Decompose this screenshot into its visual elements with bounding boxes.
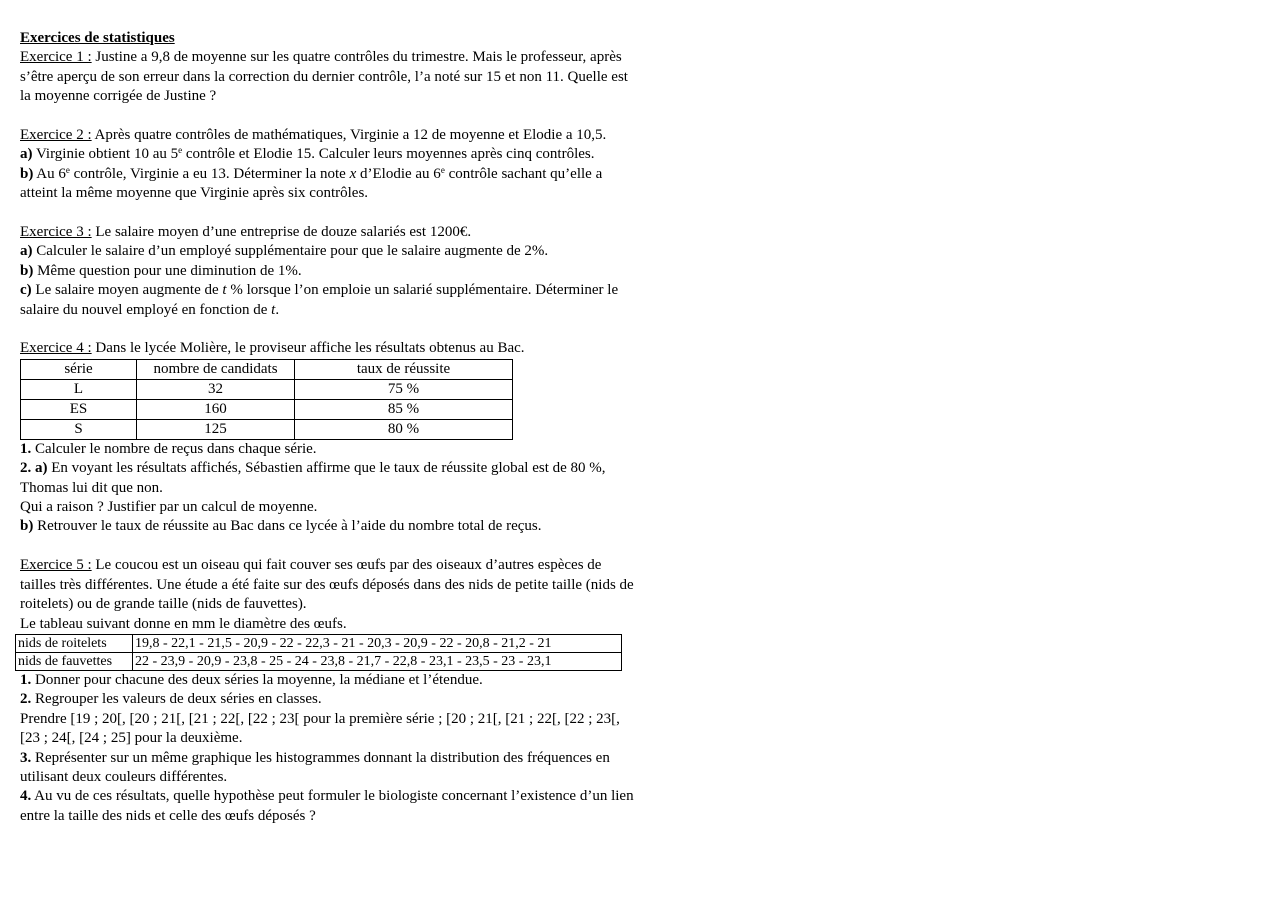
exercise-3-intro: Exercice 3 : Le salaire moyen d’une entreprise de douze salariés est 1200€.	[20, 224, 472, 241]
document-title: Exercices de statistiques	[20, 30, 175, 46]
table-cell: S	[21, 419, 137, 439]
table-cell: ES	[21, 399, 137, 419]
exercise-1	[20, 48, 640, 106]
bac-results-table	[20, 359, 513, 440]
exercise-3-question-a: a) Calculer le salaire d’un employé supplémentaire pour que le salaire augmente de 2%.	[20, 243, 549, 260]
table-cell: 22 - 23,9 - 20,9 - 23,8 - 25 - 24 - 23,8 - 21,7 - 22,8 - 23,1 - 23,5 - 23 - 23,1	[133, 652, 622, 670]
exercise-3-label: Exercice 3 :	[20, 224, 92, 241]
exercise-5-question-4: 4. Au vu de ces résultats, quelle hypothèse peut formuler le biologiste concernant l’existence d’un lien entre la taille des nids et celle des œufs déposés ?	[20, 788, 634, 824]
exercise-5-label: Exercice 5 :	[20, 557, 92, 574]
exercise-3-question-c: c) Le salaire moyen augmente de t % lorsque l’on emploie un salarié supplémentaire. Déterminer le salaire du nouvel employé en fonction de t.	[20, 282, 619, 318]
exercise-1-text: Justine a 9,8 de moyenne sur les quatre contrôles du trimestre. Mais le professeur, après s’être aperçu de son erreur dans la correction du dernier contrôle, l’a noté sur 15 et non 11. Quelle est la moyenne corrigée de Justine ?	[20, 49, 628, 105]
table-cell: 125	[137, 419, 295, 439]
exercise-2-label: Exercice 2 :	[20, 127, 92, 144]
table-cell: 75 %	[295, 379, 513, 399]
exercise-5-question-2-classes: Prendre [19 ; 20[, [20 ; 21[, [21 ; 22[, [22 ; 23[ pour la première série ; [20 ; 21[, [21 ; 22[, [22 ; 23[, [23 ; 24[, [24 ; 25] pour la deuxième.	[20, 710, 620, 747]
exercise-4-question-2a: 2. a) En voyant les résultats affichés, Sébastien affirme que le taux de réussite global est de 80 %, Thomas lui dit que non.	[20, 460, 606, 496]
table-row	[16, 634, 622, 652]
table-cell: L	[21, 379, 137, 399]
exercise-5-intro-2: Le tableau suivant donne en mm le diamètre des œufs.	[20, 615, 347, 632]
exercise-5-question-1: 1. Donner pour chacune des deux séries la moyenne, la médiane et l’étendue.	[20, 671, 483, 688]
table-row	[21, 399, 513, 419]
table-header-row	[21, 359, 513, 379]
exercise-3-question-b: b) Même question pour une diminution de 1%.	[20, 262, 302, 279]
exercise-2-question-b: b) Au 6e contrôle, Virginie a eu 13. Déterminer la note x d’Elodie au 6e contrôle sachant qu’elle a atteint la même moyenne que Virginie après six contrôles.	[20, 164, 603, 202]
table-header: nombre de candidats	[137, 359, 295, 379]
table-cell: 160	[137, 399, 295, 419]
exercise-4-question-2b: b) Retrouver le taux de réussite au Bac dans ce lycée à l’aide du nombre total de reçus.	[20, 518, 542, 535]
exercise-4-intro: Exercice 4 : Dans le lycée Molière, le proviseur affiche les résultats obtenus au Bac.	[20, 340, 525, 357]
table-cell: nids de roitelets	[16, 634, 133, 652]
exercise-5-intro: Exercice 5 : Le coucou est un oiseau qui fait couver ses œufs par des oiseaux d’autres espèces de tailles très différentes. Une étude a été faite sur des œufs déposés dans des nids de petite taille (nids de roitelets) ou de grande taille (nids de fauvettes).	[20, 557, 634, 613]
table-cell: 19,8 - 22,1 - 21,5 - 20,9 - 22 - 22,3 - 21 - 20,3 - 20,9 - 22 - 20,8 - 21,2 - 21	[133, 634, 622, 652]
egg-diameter-table	[15, 634, 622, 671]
table-row	[21, 419, 513, 439]
exercise-4-label: Exercice 4 :	[20, 340, 92, 357]
exercise-4-question-2a-followup: Qui a raison ? Justifier par un calcul de moyenne.	[20, 499, 318, 516]
table-header: série	[21, 359, 137, 379]
exercise-5-question-2: 2. Regrouper les valeurs de deux séries en classes.	[20, 691, 322, 708]
table-header: taux de réussite	[295, 359, 513, 379]
exercise-5-question-3: 3. Représenter sur un même graphique les histogrammes donnant la distribution des fréquences en utilisant deux couleurs différentes.	[20, 749, 610, 785]
table-cell: nids de fauvettes	[16, 652, 133, 670]
exercise-1-label: Exercice 1 :	[20, 49, 92, 66]
exercise-2-question-a: a) Virginie obtient 10 au 5e contrôle et Elodie 15. Calculer leurs moyennes après cinq contrôles.	[20, 145, 595, 163]
table-cell: 80 %	[295, 419, 513, 439]
table-row	[21, 379, 513, 399]
exercise-4-question-1: 1. Calculer le nombre de reçus dans chaque série.	[20, 440, 317, 457]
table-row	[16, 652, 622, 670]
table-cell: 32	[137, 379, 295, 399]
exercise-2-intro: Exercice 2 : Après quatre contrôles de mathématiques, Virginie a 12 de moyenne et Elodie a 10,5.	[20, 127, 607, 144]
table-cell: 85 %	[295, 399, 513, 419]
document-page	[20, 29, 640, 826]
